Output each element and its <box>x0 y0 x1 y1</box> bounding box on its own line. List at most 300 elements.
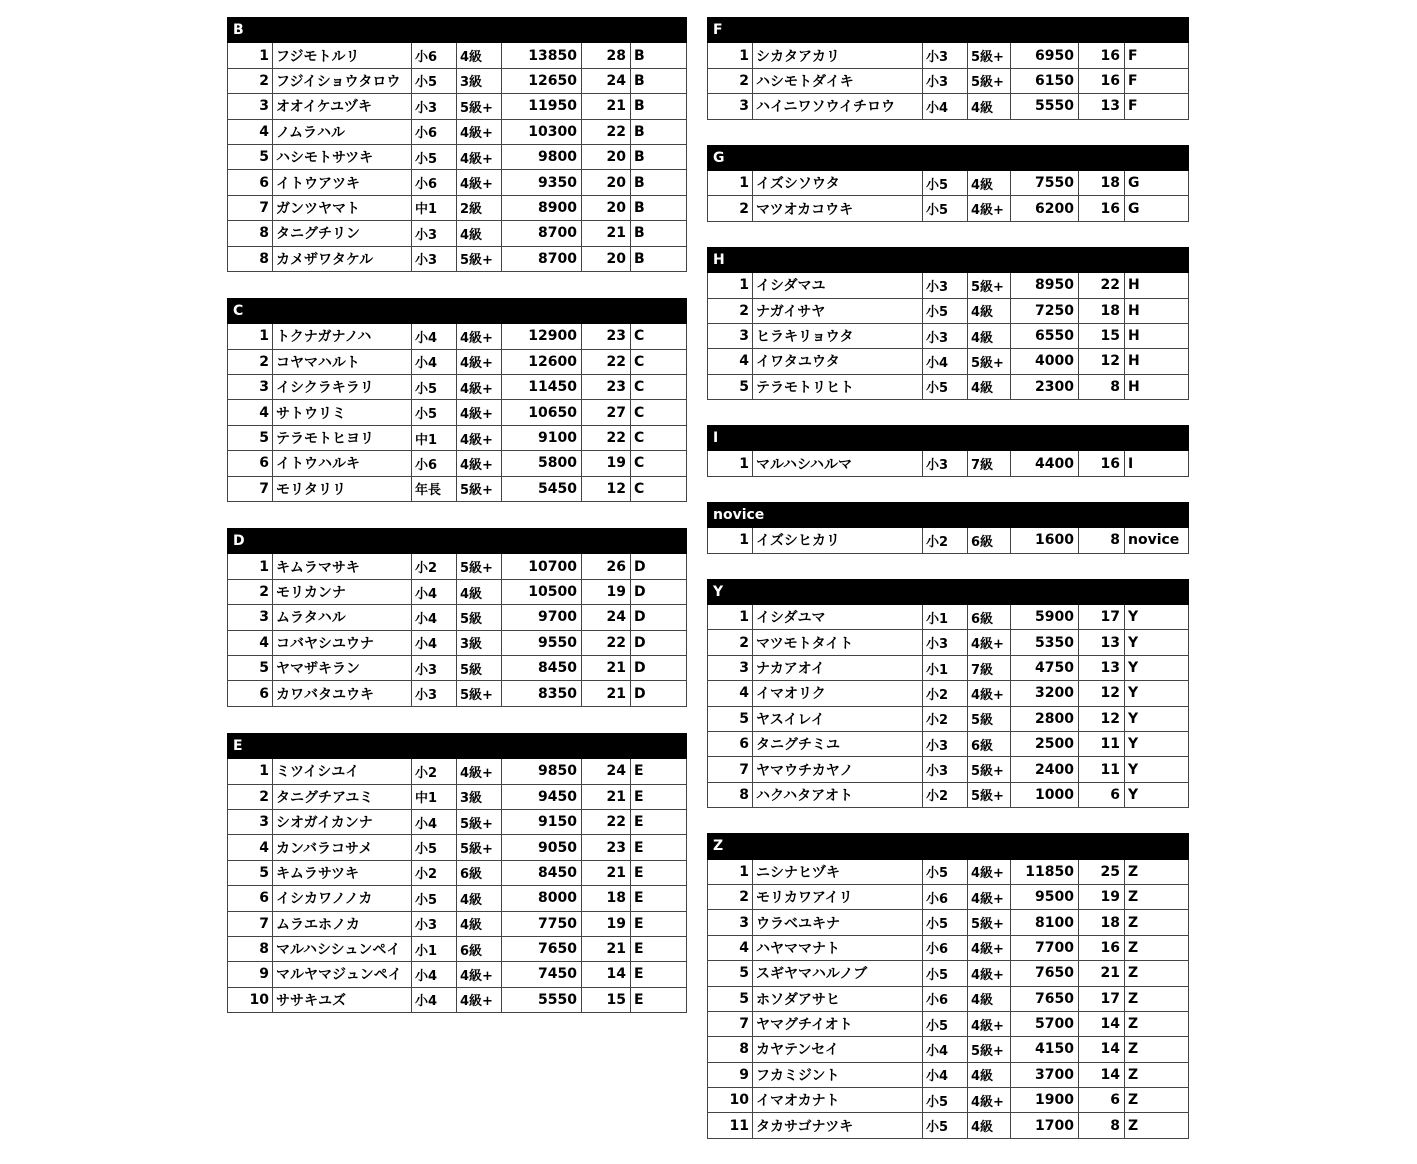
class-header: G <box>708 145 1189 170</box>
kyu-cell: 4級+ <box>457 962 502 987</box>
table-row <box>708 605 1189 630</box>
score-cell: 9500 <box>1011 884 1079 909</box>
class-header: Y <box>708 579 1189 604</box>
name-cell: ヤマグチイオト <box>753 1011 923 1036</box>
kyu-cell: 6級 <box>968 605 1011 630</box>
ranking-table <box>707 425 1189 477</box>
class-cell: E <box>631 987 687 1012</box>
count-cell: 14 <box>1079 1062 1125 1087</box>
name-cell: モリタリリ <box>273 476 412 501</box>
school-grade-cell: 小3 <box>923 323 968 348</box>
rank-cell: 1 <box>708 170 753 195</box>
table-row <box>228 962 687 987</box>
class-cell: Z <box>1125 884 1189 909</box>
score-cell: 8450 <box>502 860 582 885</box>
class-cell: Y <box>1125 782 1189 807</box>
table-row <box>228 94 687 119</box>
kyu-cell: 4級+ <box>457 759 502 784</box>
table-row <box>708 94 1189 119</box>
school-grade-cell: 小2 <box>412 554 457 579</box>
class-cell: Y <box>1125 655 1189 680</box>
school-grade-cell: 小1 <box>923 605 968 630</box>
table-row <box>228 886 687 911</box>
class-cell: Y <box>1125 731 1189 756</box>
school-grade-cell: 小2 <box>923 706 968 731</box>
count-cell: 22 <box>582 349 631 374</box>
kyu-cell: 5級+ <box>457 94 502 119</box>
rank-cell: 2 <box>228 349 273 374</box>
count-cell: 12 <box>1079 681 1125 706</box>
table-row <box>708 451 1189 476</box>
kyu-cell: 5級+ <box>968 910 1011 935</box>
count-cell: 24 <box>582 759 631 784</box>
school-grade-cell: 小4 <box>412 809 457 834</box>
score-cell: 1900 <box>1011 1088 1079 1113</box>
name-cell: ノムラハル <box>273 119 412 144</box>
left-column <box>227 17 686 1039</box>
rank-cell: 2 <box>708 298 753 323</box>
name-cell: イトウハルキ <box>273 451 412 476</box>
rank-cell: 1 <box>228 43 273 68</box>
count-cell: 28 <box>582 43 631 68</box>
class-block-c <box>227 298 686 502</box>
class-cell: D <box>631 630 687 655</box>
kyu-cell: 4級 <box>457 579 502 604</box>
name-cell: フカミジント <box>753 1062 923 1087</box>
score-cell: 4000 <box>1011 349 1079 374</box>
class-cell: H <box>1125 273 1189 298</box>
school-grade-cell: 中1 <box>412 784 457 809</box>
score-cell: 9850 <box>502 759 582 784</box>
rank-cell: 4 <box>708 349 753 374</box>
kyu-cell: 5級+ <box>968 1037 1011 1062</box>
rank-cell: 8 <box>708 1037 753 1062</box>
school-grade-cell: 小4 <box>923 94 968 119</box>
kyu-cell: 4級 <box>968 374 1011 399</box>
ranking-table <box>707 17 1189 120</box>
school-grade-cell: 小3 <box>923 273 968 298</box>
school-grade-cell: 小5 <box>923 170 968 195</box>
class-cell: Y <box>1125 757 1189 782</box>
class-cell: B <box>631 246 687 271</box>
name-cell: ミツイシユイ <box>273 759 412 784</box>
school-grade-cell: 小4 <box>412 349 457 374</box>
class-block-g <box>707 145 1188 222</box>
score-cell: 7700 <box>1011 935 1079 960</box>
table-row <box>708 859 1189 884</box>
kyu-cell: 5級+ <box>968 68 1011 93</box>
kyu-cell: 4級+ <box>968 196 1011 221</box>
score-cell: 5350 <box>1011 630 1079 655</box>
class-cell: E <box>631 759 687 784</box>
kyu-cell: 4級+ <box>968 1088 1011 1113</box>
table-row <box>708 782 1189 807</box>
class-cell: I <box>1125 451 1189 476</box>
count-cell: 25 <box>1079 859 1125 884</box>
table-row <box>708 43 1189 68</box>
table-row <box>708 68 1189 93</box>
school-grade-cell: 小6 <box>923 986 968 1011</box>
count-cell: 21 <box>582 860 631 885</box>
kyu-cell: 4級+ <box>457 349 502 374</box>
class-cell: F <box>1125 43 1189 68</box>
kyu-cell: 5級+ <box>968 757 1011 782</box>
kyu-cell: 4級 <box>457 886 502 911</box>
kyu-cell: 4級+ <box>457 400 502 425</box>
count-cell: 21 <box>582 94 631 119</box>
school-grade-cell: 小3 <box>923 451 968 476</box>
count-cell: 16 <box>1079 43 1125 68</box>
count-cell: 22 <box>582 809 631 834</box>
count-cell: 18 <box>1079 910 1125 935</box>
name-cell: ササキユズ <box>273 987 412 1012</box>
class-block-h <box>707 247 1188 400</box>
rank-cell: 5 <box>228 144 273 169</box>
table-row <box>228 655 687 680</box>
count-cell: 20 <box>582 195 631 220</box>
count-cell: 14 <box>1079 1011 1125 1036</box>
ranking-table <box>227 298 687 502</box>
table-row <box>228 579 687 604</box>
kyu-cell: 4級+ <box>968 859 1011 884</box>
school-grade-cell: 小2 <box>923 528 968 553</box>
rank-cell: 1 <box>708 528 753 553</box>
name-cell: イズシヒカリ <box>753 528 923 553</box>
class-cell: Z <box>1125 986 1189 1011</box>
table-row <box>228 119 687 144</box>
score-cell: 7750 <box>502 911 582 936</box>
class-cell: G <box>1125 196 1189 221</box>
class-cell: E <box>631 962 687 987</box>
table-row <box>708 655 1189 680</box>
score-cell: 11450 <box>502 375 582 400</box>
name-cell: カンバラコサメ <box>273 835 412 860</box>
school-grade-cell: 小2 <box>412 860 457 885</box>
table-row <box>228 400 687 425</box>
rank-cell: 2 <box>228 784 273 809</box>
rank-cell: 1 <box>228 554 273 579</box>
kyu-cell: 6級 <box>457 936 502 961</box>
name-cell: ヤスイレイ <box>753 706 923 731</box>
rank-cell: 11 <box>708 1113 753 1138</box>
school-grade-cell: 小6 <box>412 451 457 476</box>
score-cell: 2800 <box>1011 706 1079 731</box>
table-row <box>228 936 687 961</box>
name-cell: スギヤマハルノブ <box>753 961 923 986</box>
name-cell: イシカワノノカ <box>273 886 412 911</box>
table-row <box>708 374 1189 399</box>
school-grade-cell: 小5 <box>412 144 457 169</box>
kyu-cell: 5級+ <box>457 554 502 579</box>
score-cell: 13850 <box>502 43 582 68</box>
table-row <box>228 349 687 374</box>
table-row <box>228 630 687 655</box>
count-cell: 21 <box>582 681 631 706</box>
name-cell: オオイケユヅキ <box>273 94 412 119</box>
count-cell: 17 <box>1079 605 1125 630</box>
class-cell: D <box>631 681 687 706</box>
school-grade-cell: 小5 <box>412 375 457 400</box>
rank-cell: 2 <box>708 196 753 221</box>
class-cell: B <box>631 94 687 119</box>
name-cell: ヤマウチカヤノ <box>753 757 923 782</box>
class-header: D <box>228 529 687 554</box>
kyu-cell: 4級+ <box>968 935 1011 960</box>
school-grade-cell: 小4 <box>412 987 457 1012</box>
name-cell: カヤテンセイ <box>753 1037 923 1062</box>
kyu-cell: 5級 <box>457 655 502 680</box>
count-cell: 21 <box>582 655 631 680</box>
score-cell: 1700 <box>1011 1113 1079 1138</box>
table-row <box>708 196 1189 221</box>
score-cell: 8350 <box>502 681 582 706</box>
rank-cell: 1 <box>708 605 753 630</box>
score-cell: 5700 <box>1011 1011 1079 1036</box>
name-cell: ハイニワソウイチロウ <box>753 94 923 119</box>
school-grade-cell: 小5 <box>412 886 457 911</box>
table-row <box>708 910 1189 935</box>
name-cell: マルヤマジュンペイ <box>273 962 412 987</box>
score-cell: 2400 <box>1011 757 1079 782</box>
kyu-cell: 5級 <box>968 706 1011 731</box>
class-cell: C <box>631 425 687 450</box>
rank-cell: 2 <box>708 630 753 655</box>
class-header: B <box>228 18 687 43</box>
class-cell: Z <box>1125 1113 1189 1138</box>
table-row <box>708 986 1189 1011</box>
rank-cell: 1 <box>228 324 273 349</box>
name-cell: ホソダアサヒ <box>753 986 923 1011</box>
rank-cell: 9 <box>708 1062 753 1087</box>
name-cell: ナカアオイ <box>753 655 923 680</box>
rank-cell: 1 <box>228 759 273 784</box>
class-cell: Z <box>1125 935 1189 960</box>
rank-cell: 9 <box>228 962 273 987</box>
class-cell: E <box>631 911 687 936</box>
score-cell: 12900 <box>502 324 582 349</box>
table-row <box>708 1037 1189 1062</box>
class-cell: D <box>631 554 687 579</box>
score-cell: 10500 <box>502 579 582 604</box>
rank-cell: 8 <box>228 221 273 246</box>
kyu-cell: 4級+ <box>968 884 1011 909</box>
kyu-cell: 5級+ <box>968 43 1011 68</box>
school-grade-cell: 小3 <box>412 655 457 680</box>
score-cell: 9100 <box>502 425 582 450</box>
name-cell: コバヤシユウナ <box>273 630 412 655</box>
kyu-cell: 4級+ <box>457 375 502 400</box>
school-grade-cell: 小6 <box>923 935 968 960</box>
count-cell: 13 <box>1079 630 1125 655</box>
kyu-cell: 7級 <box>968 655 1011 680</box>
kyu-cell: 4級 <box>457 911 502 936</box>
count-cell: 19 <box>1079 884 1125 909</box>
class-cell: F <box>1125 94 1189 119</box>
table-row <box>708 757 1189 782</box>
class-header: C <box>228 298 687 323</box>
score-cell: 4400 <box>1011 451 1079 476</box>
name-cell: ハシモトダイキ <box>753 68 923 93</box>
name-cell: マルハシハルマ <box>753 451 923 476</box>
table-row <box>708 935 1189 960</box>
kyu-cell: 5級+ <box>968 782 1011 807</box>
rank-cell: 7 <box>228 911 273 936</box>
score-cell: 8900 <box>502 195 582 220</box>
score-cell: 5900 <box>1011 605 1079 630</box>
count-cell: 11 <box>1079 731 1125 756</box>
name-cell: ハヤママナト <box>753 935 923 960</box>
table-row <box>228 451 687 476</box>
right-column <box>707 17 1188 1164</box>
school-grade-cell: 小1 <box>412 936 457 961</box>
school-grade-cell: 小3 <box>923 630 968 655</box>
name-cell: シオガイカンナ <box>273 809 412 834</box>
rank-cell: 8 <box>228 246 273 271</box>
school-grade-cell: 小4 <box>923 1062 968 1087</box>
class-cell: B <box>631 221 687 246</box>
rank-cell: 7 <box>228 476 273 501</box>
kyu-cell: 5級+ <box>968 349 1011 374</box>
score-cell: 12650 <box>502 68 582 93</box>
score-cell: 5800 <box>502 451 582 476</box>
class-cell: Z <box>1125 1011 1189 1036</box>
kyu-cell: 4級+ <box>457 119 502 144</box>
count-cell: 12 <box>582 476 631 501</box>
name-cell: イトウアツキ <box>273 170 412 195</box>
count-cell: 23 <box>582 835 631 860</box>
class-cell: Y <box>1125 605 1189 630</box>
ranking-table <box>707 145 1189 222</box>
count-cell: 20 <box>582 246 631 271</box>
rank-cell: 2 <box>708 68 753 93</box>
class-cell: novice <box>1125 528 1189 553</box>
table-row <box>228 681 687 706</box>
count-cell: 24 <box>582 68 631 93</box>
school-grade-cell: 小3 <box>923 757 968 782</box>
table-row <box>228 246 687 271</box>
name-cell: イシダユマ <box>753 605 923 630</box>
class-cell: E <box>631 835 687 860</box>
score-cell: 2300 <box>1011 374 1079 399</box>
score-cell: 1000 <box>1011 782 1079 807</box>
rank-cell: 3 <box>708 94 753 119</box>
class-block-f <box>707 17 1188 120</box>
rank-cell: 7 <box>708 757 753 782</box>
rank-cell: 5 <box>228 655 273 680</box>
school-grade-cell: 小5 <box>923 1011 968 1036</box>
table-row <box>228 476 687 501</box>
count-cell: 19 <box>582 911 631 936</box>
count-cell: 16 <box>1079 68 1125 93</box>
score-cell: 6550 <box>1011 323 1079 348</box>
rank-cell: 2 <box>708 884 753 909</box>
score-cell: 1600 <box>1011 528 1079 553</box>
score-cell: 3700 <box>1011 1062 1079 1087</box>
class-cell: Z <box>1125 910 1189 935</box>
school-grade-cell: 小2 <box>923 681 968 706</box>
table-row <box>228 195 687 220</box>
table-row <box>708 349 1189 374</box>
class-cell: D <box>631 655 687 680</box>
table-row <box>708 961 1189 986</box>
rank-cell: 10 <box>228 987 273 1012</box>
school-grade-cell: 小4 <box>412 605 457 630</box>
score-cell: 6950 <box>1011 43 1079 68</box>
name-cell: イシクラキラリ <box>273 375 412 400</box>
class-header: H <box>708 247 1189 272</box>
score-cell: 9700 <box>502 605 582 630</box>
class-cell: C <box>631 400 687 425</box>
score-cell: 10700 <box>502 554 582 579</box>
class-cell: C <box>631 324 687 349</box>
rank-cell: 1 <box>708 273 753 298</box>
class-header: Z <box>708 834 1189 859</box>
name-cell: タカサゴナツキ <box>753 1113 923 1138</box>
class-header: E <box>228 733 687 758</box>
class-cell: F <box>1125 68 1189 93</box>
count-cell: 14 <box>1079 1037 1125 1062</box>
name-cell: シカタアカリ <box>753 43 923 68</box>
kyu-cell: 4級 <box>968 1113 1011 1138</box>
count-cell: 20 <box>582 144 631 169</box>
count-cell: 13 <box>1079 94 1125 119</box>
name-cell: イズシソウタ <box>753 170 923 195</box>
count-cell: 6 <box>1079 782 1125 807</box>
table-row <box>228 987 687 1012</box>
kyu-cell: 4級 <box>968 1062 1011 1087</box>
ranking-table <box>707 833 1189 1139</box>
rank-cell: 5 <box>228 860 273 885</box>
class-cell: Z <box>1125 1062 1189 1087</box>
score-cell: 12600 <box>502 349 582 374</box>
table-row <box>708 630 1189 655</box>
name-cell: テラモトヒヨリ <box>273 425 412 450</box>
school-grade-cell: 小5 <box>923 859 968 884</box>
score-cell: 9550 <box>502 630 582 655</box>
score-cell: 9450 <box>502 784 582 809</box>
name-cell: フジモトルリ <box>273 43 412 68</box>
score-cell: 5550 <box>502 987 582 1012</box>
class-cell: Z <box>1125 961 1189 986</box>
count-cell: 12 <box>1079 349 1125 374</box>
class-cell: C <box>631 349 687 374</box>
table-row <box>708 323 1189 348</box>
table-row <box>228 43 687 68</box>
school-grade-cell: 年長 <box>412 476 457 501</box>
kyu-cell: 4級 <box>968 323 1011 348</box>
class-cell: Y <box>1125 630 1189 655</box>
class-cell: B <box>631 170 687 195</box>
count-cell: 17 <box>1079 986 1125 1011</box>
rank-cell: 6 <box>708 731 753 756</box>
score-cell: 7650 <box>1011 986 1079 1011</box>
kyu-cell: 5級+ <box>457 681 502 706</box>
kyu-cell: 3級 <box>457 68 502 93</box>
name-cell: テラモトリヒト <box>753 374 923 399</box>
school-grade-cell: 小4 <box>412 630 457 655</box>
kyu-cell: 2級 <box>457 195 502 220</box>
school-grade-cell: 小5 <box>923 1113 968 1138</box>
score-cell: 11950 <box>502 94 582 119</box>
count-cell: 13 <box>1079 655 1125 680</box>
kyu-cell: 5級+ <box>968 273 1011 298</box>
class-cell: B <box>631 119 687 144</box>
school-grade-cell: 小5 <box>923 298 968 323</box>
name-cell: キムラサツキ <box>273 860 412 885</box>
table-row <box>228 784 687 809</box>
name-cell: イマオリク <box>753 681 923 706</box>
kyu-cell: 5級+ <box>457 246 502 271</box>
